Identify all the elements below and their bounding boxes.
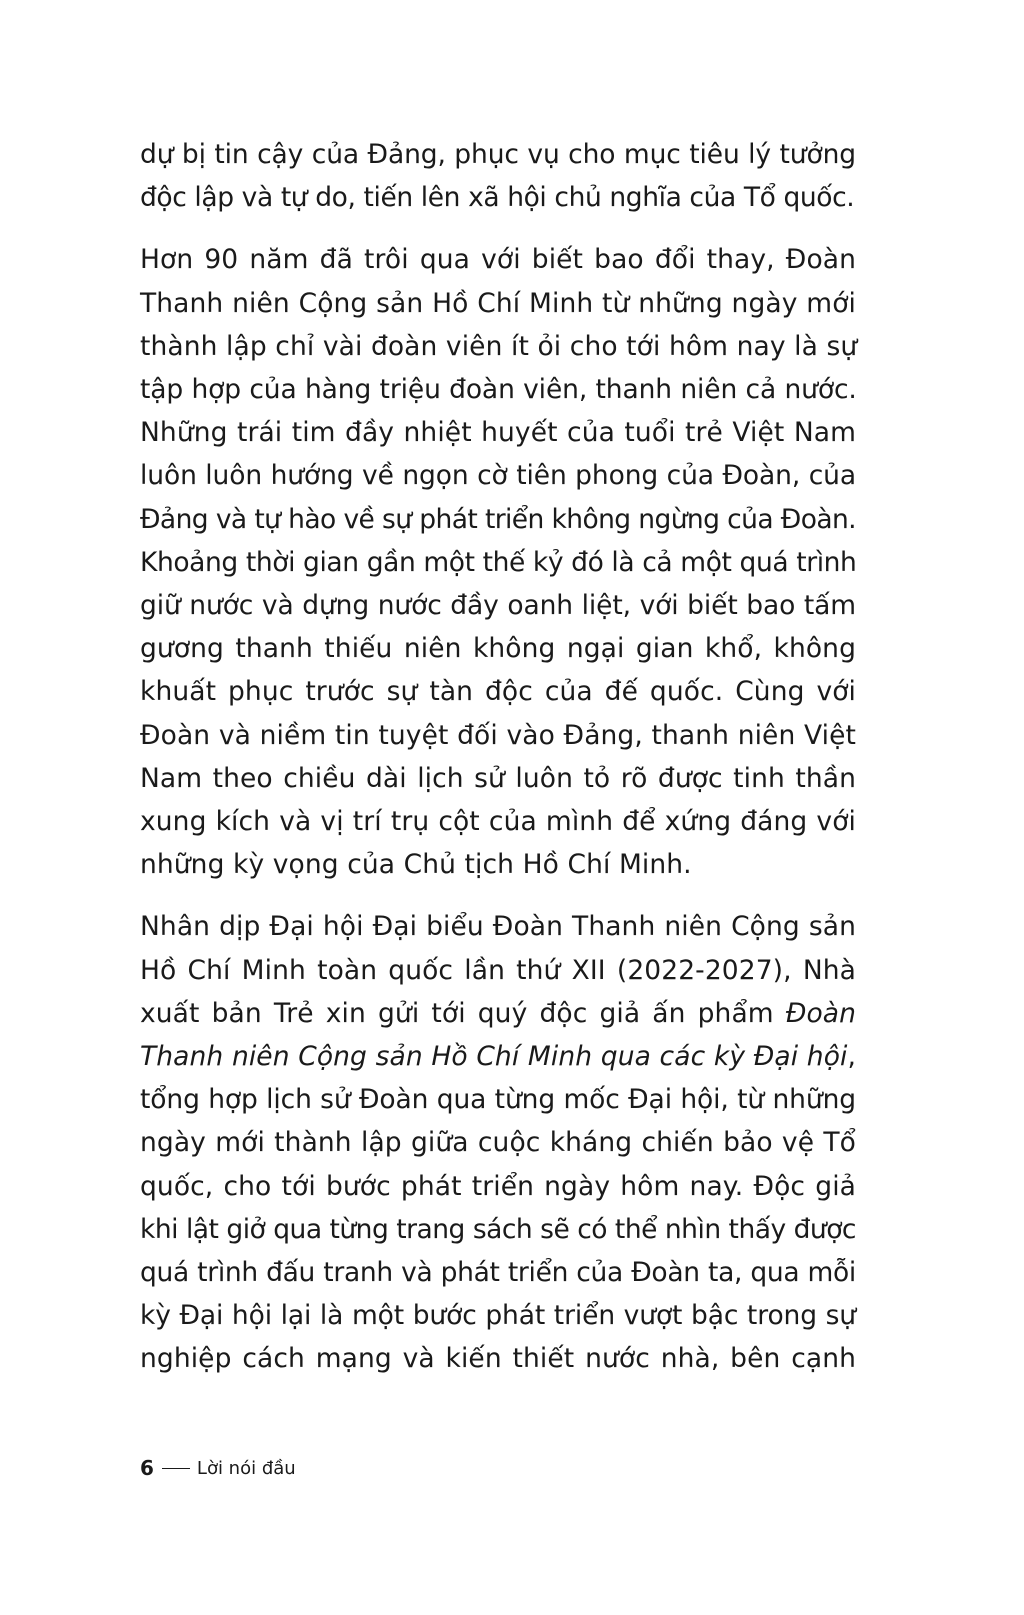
- text-line: Thanh niên Cộng sản Hồ Chí Minh từ những ngày mới: [140, 287, 856, 319]
- text-run: ,: [847, 1041, 856, 1073]
- text-line: ngày mới thành lập giữa cuộc kháng chiến bảo vệ Tổ: [140, 1127, 856, 1159]
- text-line: Những trái tim đầy nhiệt huyết của tuổi trẻ Việt Nam: [140, 417, 856, 449]
- book-title-italic: Thanh niên Cộng sản Hồ Chí Minh qua các kỳ Đại hội: [140, 1041, 848, 1073]
- running-section-title: Lời nói đầu: [196, 1457, 296, 1479]
- text-line: khuất phục trước sự tàn độc của đế quốc. Cùng với: [140, 676, 856, 708]
- text-line: độc lập và tự do, tiến lên xã hội chủ nghĩa của Tổ quốc.: [140, 182, 855, 214]
- text-line: Hồ Chí Minh toàn quốc lần thứ XII (2022-2027), Nhà: [140, 954, 856, 986]
- text-line: những kỳ vọng của Chủ tịch Hồ Chí Minh.: [140, 849, 692, 881]
- paragraph-2: [140, 238, 856, 886]
- text-line: luôn luôn hướng về ngọn cờ tiên phong của Đoàn, của: [140, 460, 856, 492]
- page-number: 6: [140, 1456, 154, 1480]
- text-line: Khoảng thời gian gần một thế kỷ đó là cả một quá trình: [140, 546, 857, 578]
- text-line: tập hợp của hàng triệu đoàn viên, thanh niên cả nước.: [140, 374, 857, 406]
- text-line: gương thanh thiếu niên không ngại gian khổ, không: [140, 633, 856, 665]
- text-line: nghiệp cách mạng và kiến thiết nước nhà, bên cạnh: [140, 1343, 856, 1375]
- page-footer: [140, 1454, 296, 1482]
- text-line: Đảng và tự hào về sự phát triển không ngừng của Đoàn.: [140, 503, 856, 535]
- text-line: Đoàn và niềm tin tuyệt đối vào Đảng, thanh niên Việt: [140, 719, 856, 751]
- text-line: kỳ Đại hội lại là một bước phát triển vượt bậc trong sự: [140, 1300, 856, 1332]
- body-text: [140, 133, 856, 1400]
- footer-divider: [162, 1468, 190, 1469]
- text-line: tổng hợp lịch sử Đoàn qua từng mốc Đại hội, từ những: [140, 1084, 856, 1116]
- paragraph-1: [140, 133, 856, 219]
- text-line: Hơn 90 năm đã trôi qua với biết bao đổi thay, Đoàn: [140, 244, 856, 276]
- book-title-italic: Đoàn: [785, 997, 856, 1029]
- text-line: Nhân dịp Đại hội Đại biểu Đoàn Thanh niên Cộng sản: [140, 911, 856, 943]
- text-line: xung kích và vị trí trụ cột của mình để xứng đáng với: [140, 806, 856, 838]
- text-line: quá trình đấu tranh và phát triển của Đoàn ta, qua mỗi: [140, 1257, 856, 1289]
- text-line: dự bị tin cậy của Đảng, phục vụ cho mục tiêu lý tưởng: [140, 139, 856, 170]
- text-line: quốc, cho tới bước phát triển ngày hôm nay. Độc giả: [140, 1170, 856, 1202]
- text-line: khi lật giở qua từng trang sách sẽ có thể nhìn thấy được: [140, 1213, 856, 1245]
- text-line: [140, 1035, 856, 1078]
- text-line: giữ nước và dựng nước đầy oanh liệt, với biết bao tấm: [140, 590, 856, 622]
- paragraph-3: [140, 905, 856, 1380]
- text-run: xuất bản Trẻ xin gửi tới quý độc giả ấn phẩm: [140, 997, 786, 1029]
- text-line: thành lập chỉ vài đoàn viên ít ỏi cho tới hôm nay là sự: [140, 330, 858, 362]
- text-line: [140, 992, 856, 1035]
- text-line: Nam theo chiều dài lịch sử luôn tỏ rõ được tinh thần: [140, 762, 856, 794]
